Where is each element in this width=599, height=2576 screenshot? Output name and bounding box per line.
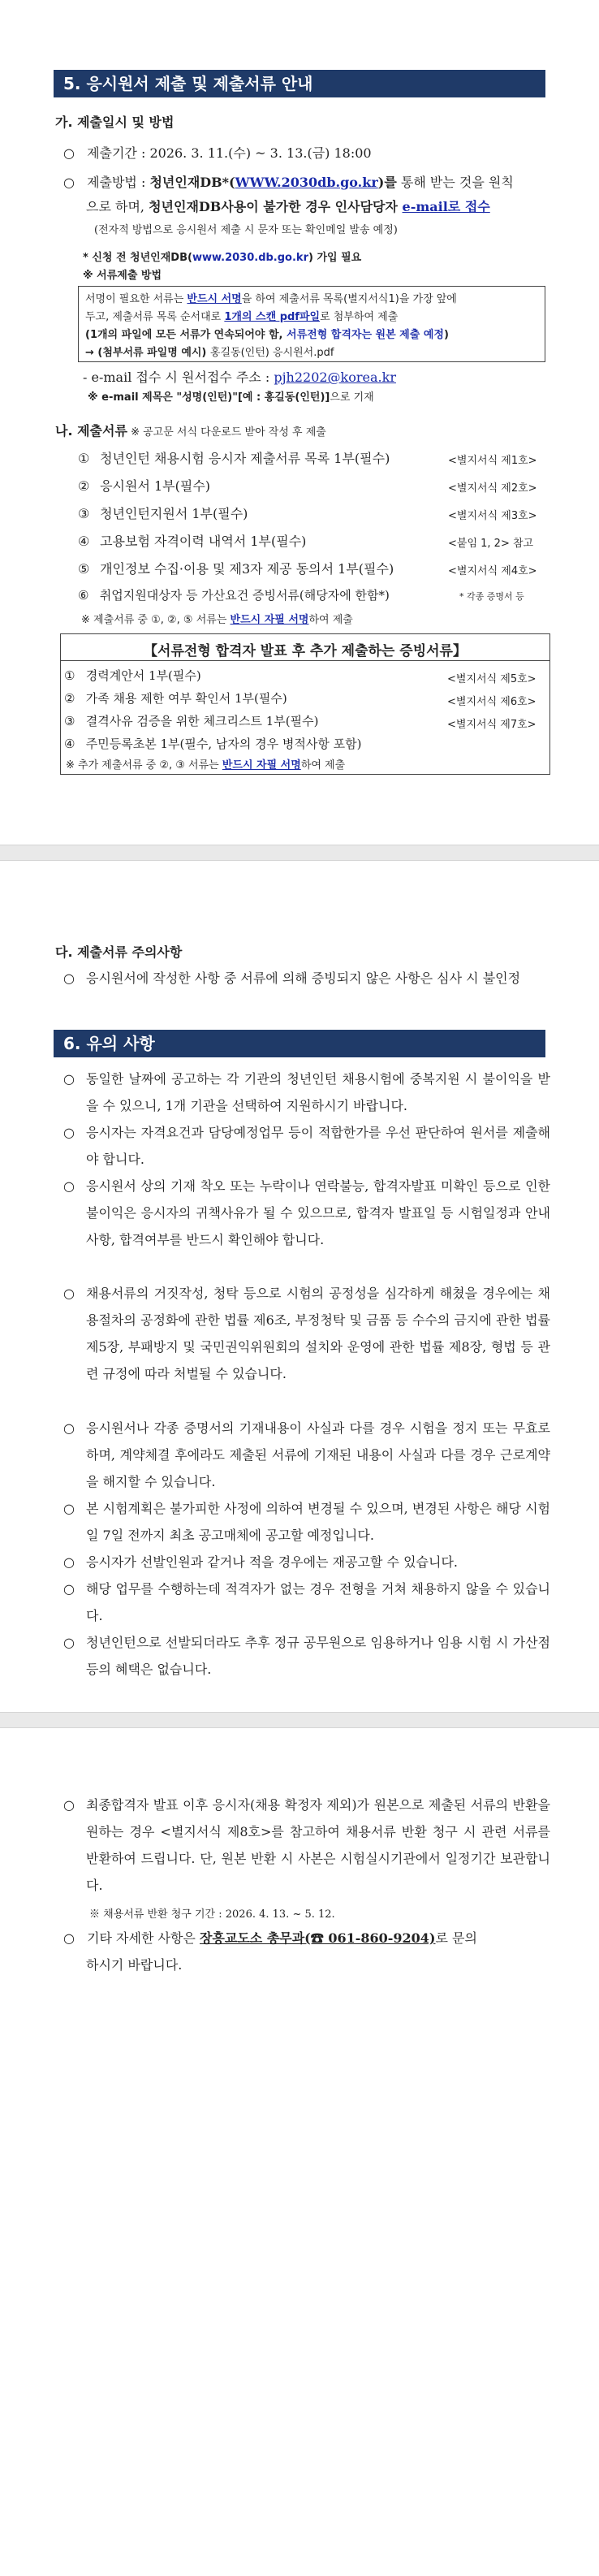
- extra-docs-note: [66, 756, 345, 772]
- method-line2-a: 으로 하며,: [86, 199, 149, 214]
- na-note: ※ 공고문 서식 다운로드 받아 작성 후 제출: [127, 426, 326, 439]
- doc-row: [78, 559, 394, 577]
- method-row-3: (전자적 방법으로 응시원서 제출 시 문자 또는 확인메일 발송 예정): [94, 224, 398, 236]
- notice-item: [63, 1629, 550, 1683]
- bullet: ○: [63, 1930, 75, 1946]
- doc-row: [78, 531, 306, 550]
- method-line2-b: 청년인재DB사용이 불가한 경우 인사담당자: [149, 199, 403, 214]
- email-note: [88, 388, 374, 404]
- na-title: 나. 제출서류: [55, 423, 127, 439]
- box-line1-c: 을 하여 제출서류 목록(별지서식1)을 가장 앞에: [241, 293, 457, 305]
- extra-doc-num: ③: [64, 714, 75, 728]
- email-note-a: ※ e-mail 제목은 "성명(인턴)"[예 : 홍길동(인턴)]: [88, 391, 330, 404]
- notice-item: [63, 1415, 550, 1495]
- extra-doc-text: 주민등록초본 1부(필수, 남자의 경우 병적사항 포함): [85, 737, 362, 751]
- box-line-1: [85, 290, 457, 305]
- doc-text: 취업지원대상자 등 가산요건 증빙서류(해당자에 한함*): [99, 588, 390, 603]
- method-line2-c: e-mail로 접수: [402, 199, 490, 214]
- signup-note: [83, 249, 361, 264]
- notice-text: 응시자는 자격요건과 담당예정업무 등이 적합한가를 우선 판단하여 원서를 제출해야 합니다.: [86, 1125, 550, 1167]
- bullet: ○: [63, 1635, 75, 1650]
- doc-text: 고용보험 자격이력 내역서 1부(필수): [100, 534, 307, 549]
- box-line3-a: (1개의 파일에 모든 서류가 연속되어야 함,: [85, 329, 287, 341]
- extra-doc-text: 결격사유 검증을 위한 체크리스트 1부(필수): [85, 714, 319, 728]
- bullet: ○: [63, 970, 75, 986]
- notice-text: 해당 업무를 수행하는데 적격자가 없는 경우 전형을 거쳐 채용하지 않을 수 있습니다.: [86, 1581, 550, 1623]
- period-label: 제출기간 :: [87, 145, 150, 161]
- signup-a: * 신청 전 청년인재DB(: [83, 252, 192, 264]
- notice-item: [63, 1280, 550, 1387]
- da-item: [63, 965, 550, 992]
- bullet: ○: [63, 145, 75, 161]
- extra-note-c: 하여 제출: [300, 759, 346, 772]
- notice-text: 청년인턴으로 선발되더라도 추후 정규 공무원으로 임용하거나 임용 시험 시 가산점 등의 혜택은 없습니다.: [86, 1635, 550, 1677]
- extra-docs-box: [60, 633, 550, 775]
- contact-c: 로 문의: [435, 1930, 477, 1946]
- doc-text: 개인정보 수집·이용 및 제3자 제공 동의서 1부(필수): [100, 561, 394, 577]
- doc-num: ⑤: [78, 561, 90, 577]
- notice-text: 응시자가 선발인원과 같거나 적을 경우에는 재공고할 수 있습니다.: [86, 1554, 459, 1570]
- box-line-2: [85, 308, 398, 323]
- doc-ref: <붙임 1, 2> 참고: [448, 538, 534, 550]
- da-text: 응시원서에 작성한 사항 중 서류에 의해 증빙되지 않은 사항은 심사 시 불인정: [86, 970, 521, 986]
- bullet: ○: [63, 1581, 75, 1597]
- box-line-4: [85, 344, 334, 359]
- notice-item: [63, 1575, 550, 1629]
- method-bold1: 청년인재DB*(: [149, 175, 235, 190]
- doc-num: ②: [78, 478, 90, 494]
- notice-item: [63, 1495, 550, 1549]
- box-line3-b: 서류전형 합격자는 원본 제출 예정: [287, 329, 444, 341]
- submit-method-label: ※ 서류제출 방법: [83, 270, 162, 282]
- bullet: ○: [63, 1554, 75, 1570]
- box-line2-b: 1개의 스캔 pdf파일: [224, 311, 321, 323]
- box-line4-a: → (첨부서류 파일명 예시): [85, 347, 210, 359]
- subsection-ga-title: 가. 제출일시 및 방법: [55, 115, 175, 130]
- extra-doc-text: 경력계안서 1부(필수): [85, 668, 201, 683]
- method-bold2: )를: [377, 175, 397, 190]
- bullet: ○: [63, 1797, 75, 1813]
- extra-doc-text: 가족 채용 제한 여부 확인서 1부(필수): [85, 691, 287, 706]
- signup-url-link[interactable]: www.2030.db.go.kr: [192, 252, 308, 264]
- extra-doc-row: [64, 689, 287, 707]
- extra-title-divider: [61, 660, 549, 661]
- contact-a: 기타 자세한 사항은: [87, 1930, 200, 1946]
- notice-item: [63, 1119, 550, 1173]
- email-label: - e-mail 접수 시 원서접수 주소 :: [83, 370, 274, 385]
- bullet: ○: [63, 175, 75, 190]
- docs-note: [81, 611, 353, 626]
- bullet: ○: [63, 1286, 75, 1301]
- box-line1-a: 서명이 필요한 서류는: [85, 293, 187, 305]
- docs-note-b: 반드시 자필 서명: [230, 614, 309, 626]
- return-item: [63, 1792, 550, 1899]
- notice-text: 응시원서 상의 기재 착오 또는 누락이나 연락불능, 합격자발표 미확인 등으로 인한 불이익은 응시자의 귀책사유가 될 수 있으므로, 합격자 발표일 등 시험일정과 안내사항, 합격여부를 반드시 확인해야 합니다.: [86, 1178, 550, 1247]
- box-line3-c: ): [443, 329, 449, 341]
- box-line4-b: 홍길동(인턴) 응시원서.pdf: [209, 347, 334, 359]
- extra-note-b: 반드시 자필 서명: [222, 759, 301, 772]
- method-row-2: [86, 197, 490, 215]
- method-label: 제출방법 :: [87, 175, 150, 190]
- extra-doc-row: [64, 667, 201, 684]
- doc-ref: <별지서식 제1호>: [448, 455, 537, 467]
- doc-row: [78, 476, 210, 495]
- page-gap: [0, 1712, 599, 1728]
- doc-row: [78, 586, 390, 603]
- box-line2-a: 두고, 제출서류 목록 순서대로: [85, 311, 225, 323]
- doc-text: 응시원서 1부(필수): [100, 478, 211, 494]
- extra-doc-num: ②: [64, 691, 75, 706]
- doc-text: 청년인턴지원서 1부(필수): [100, 506, 248, 521]
- extra-doc-row: [64, 712, 318, 729]
- bullet: ○: [63, 1178, 75, 1194]
- bullet: ○: [63, 1125, 75, 1140]
- extra-doc-ref: <별지서식 제5호>: [447, 673, 537, 685]
- doc-ref: <별지서식 제2호>: [448, 482, 537, 495]
- docs-note-c: 하여 제출: [308, 614, 353, 626]
- method-rest1: 통해 받는 것을 원칙: [396, 175, 514, 190]
- extra-doc-num: ④: [64, 737, 75, 751]
- submit-method-box: [78, 286, 545, 362]
- section6-header: 6. 유의 사항: [54, 1030, 545, 1057]
- notice-item: [63, 1549, 550, 1575]
- doc-ref: <별지서식 제3호>: [448, 510, 537, 522]
- notice-item: [63, 1173, 550, 1253]
- box-line2-c: 로 첨부하여 제출: [320, 311, 399, 323]
- notice-text: 본 시험계획은 불가피한 사정에 의하여 변경될 수 있으며, 변경된 사항은 해당 시험일 7일 전까지 최초 공고매체에 공고할 예정입니다.: [86, 1501, 550, 1543]
- extra-docs-title: 【서류전형 합격자 발표 후 추가 제출하는 증빙서류】: [144, 643, 467, 659]
- doc-ref: * 각종 증명서 등: [459, 591, 524, 602]
- page-gap: [0, 845, 599, 861]
- doc-row: [78, 448, 390, 467]
- doc-num: ①: [78, 451, 90, 466]
- bullet: ○: [63, 1501, 75, 1516]
- extra-doc-ref: <별지서식 제7호>: [447, 719, 537, 731]
- doc-num: ③: [78, 506, 90, 521]
- notice-text: 응시원서나 각종 증명서의 기재내용이 사실과 다를 경우 시험을 정지 또는 무효로 하며, 계약체결 후에라도 제출된 서류에 기재된 내용이 사실과 다를 경우 근로계약을 해지할 수 있습니다.: [86, 1420, 550, 1489]
- email-row: [83, 367, 396, 386]
- notice-text: 채용서류의 거짓작성, 청탁 등으로 시험의 공정성을 심각하게 해쳤을 경우에는 채용절차의 공정화에 관한 법률 제6조, 부정청탁 및 금품 등 수수의 금지에 관한 법률 제5장, 부패방지 및 국민권익위원회의 설치와 운영에 관한 법률 제8장, 형법 등 관련 규정에 따라 처벌될 수 있습니다.: [86, 1286, 550, 1381]
- signup-b: ) 가입 필요: [308, 252, 362, 264]
- notice-text: 동일한 날짜에 공고하는 각 기관의 청년인턴 채용시험에 중복지원 시 불이익을 받을 수 있으니, 1개 기관을 선택하여 지원하시기 바랍니다.: [86, 1071, 550, 1113]
- section5-header: 5. 응시원서 제출 및 제출서류 안내: [54, 70, 545, 97]
- doc-text: 청년인턴 채용시험 응시자 제출서류 목록 1부(필수): [100, 451, 390, 466]
- extra-doc-ref: <별지서식 제6호>: [447, 696, 537, 708]
- bullet: ○: [63, 1071, 75, 1087]
- doc-num: ⑥: [78, 588, 89, 603]
- notice-item: [63, 1065, 550, 1119]
- extra-doc-row: [64, 735, 361, 752]
- method-url-link[interactable]: WWW.2030db.go.kr: [235, 175, 378, 190]
- email-address-link[interactable]: pjh2202@korea.kr: [274, 370, 396, 385]
- period-value: 2026. 3. 11.(수) ~ 3. 13.(금) 18:00: [149, 145, 372, 161]
- bullet: ○: [63, 1420, 75, 1436]
- doc-num: ④: [78, 534, 90, 549]
- subsection-na-title: [55, 421, 326, 439]
- return-text: 최종합격자 발표 이후 응시자(채용 확정자 제외)가 원본으로 제출된 서류의 반환을 원하는 경우 <별지서식 제8호>를 참고하여 채용서류 반환 청구 시 관련 서류를 반환하여 드립니다. 단, 원본 반환 시 사본은 시험실시기관에서 일정기간 보관합니다.: [86, 1797, 550, 1893]
- box-line1-b: 반드시 서명: [187, 293, 242, 305]
- email-note-b: 으로 기재: [330, 391, 374, 404]
- subsection-da-title: 다. 제출서류 주의사항: [55, 944, 183, 960]
- contact-row-1: [63, 1928, 477, 1947]
- period-row: [63, 143, 372, 162]
- extra-doc-num: ①: [64, 668, 75, 683]
- return-note: ※ 채용서류 반환 청구 기간 : 2026. 4. 13. ~ 5. 12.: [89, 1908, 335, 1921]
- doc-ref: <별지서식 제4호>: [448, 565, 537, 577]
- extra-note-a: ※ 추가 제출서류 중 ②, ③ 서류는: [66, 759, 222, 772]
- doc-row: [78, 504, 248, 522]
- docs-note-a: ※ 제출서류 중 ①, ②, ⑤ 서류는: [81, 614, 231, 626]
- box-line-3: [85, 326, 449, 341]
- method-row-1: [63, 172, 514, 191]
- contact-b: 장흥교도소 총무과(☎ 061-860-9204): [199, 1930, 436, 1946]
- contact-row-2: 하시기 바랍니다.: [86, 1957, 183, 1973]
